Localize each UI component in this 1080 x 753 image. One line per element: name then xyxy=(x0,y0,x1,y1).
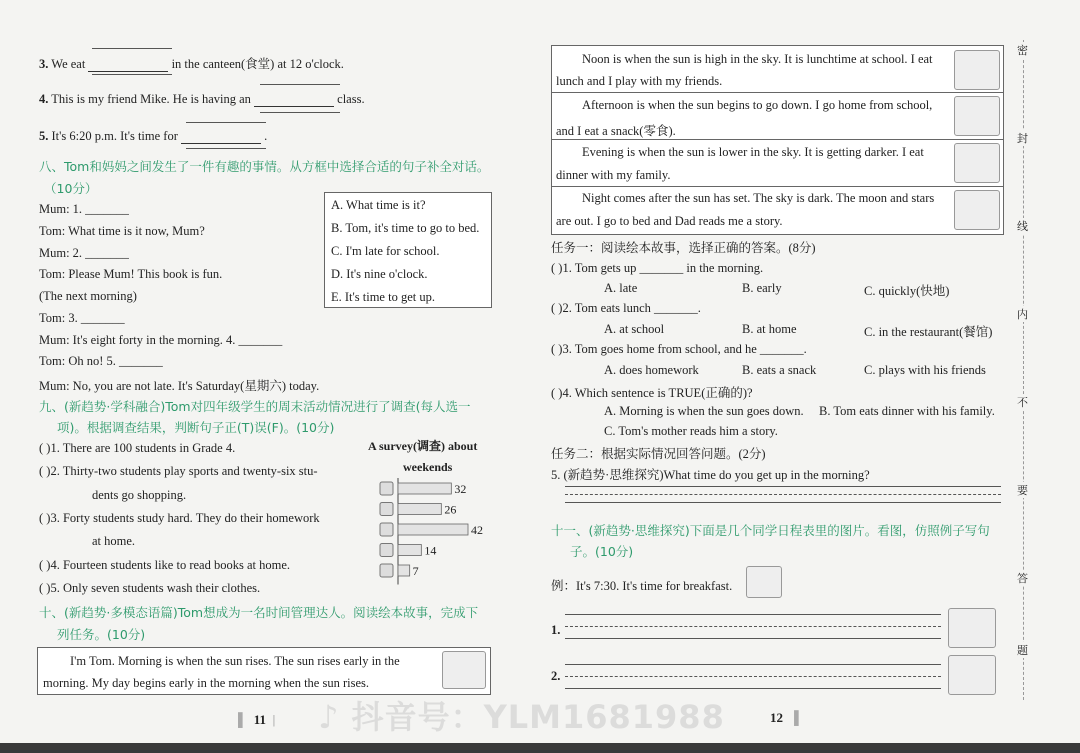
margin-char: 要 xyxy=(1017,482,1028,498)
answer-line[interactable] xyxy=(565,676,941,677)
dialogue-line: Tom: What time is it now, Mum? xyxy=(39,224,205,238)
section-9-title-2: 项)。根据调查结果，判断句子正(T)误(F)。(10分) xyxy=(57,420,335,435)
snack-illustration-icon xyxy=(954,96,1000,136)
tf-item-3-cont: at home. xyxy=(92,534,136,548)
answer-line xyxy=(92,48,172,49)
activity-person-icon xyxy=(380,482,393,495)
task-1-title: 任务一：阅读绘本故事，选择正确的答案。(8分) xyxy=(551,241,816,255)
question-3: 3. We eat in the canteen(食堂) at 12 o'clock. xyxy=(39,57,344,71)
item-number-2: 2. xyxy=(551,669,561,683)
chart-value-label: 42 xyxy=(471,523,483,537)
mc-option: C. in the restaurant(餐馆) xyxy=(864,325,993,339)
story-text: I'm Tom. Morning is when the sun rises. The sun rises early in the xyxy=(70,654,400,668)
answer-line[interactable] xyxy=(565,626,941,627)
mc-option: B. at home xyxy=(742,322,797,336)
margin-char: 密 xyxy=(1017,42,1028,58)
mc-option: B. eats a snack xyxy=(742,363,817,377)
answer-line[interactable] xyxy=(565,614,941,615)
mc-option: A. does homework xyxy=(604,363,699,377)
story-text: morning. My day begins early in the morning when the sun rises. xyxy=(43,676,369,690)
chart-value-label: 26 xyxy=(444,502,457,517)
dialogue-line: Mum: 2. _______ xyxy=(39,246,129,260)
mc-question-1: ( )1. Tom gets up _______ in the morning. xyxy=(551,261,764,275)
story-night-2: are out. I go to bed and Dad reads me a story. xyxy=(556,214,783,228)
dialogue-line: Tom: Oh no! 5. _______ xyxy=(39,354,163,368)
breakfast-clock-illustration-icon xyxy=(746,566,782,598)
dialogue-line: Tom: Please Mum! This book is fun. xyxy=(39,267,223,281)
answer-line[interactable] xyxy=(565,486,1001,487)
story-noon: Noon is when the sun is high in the sky. It is lunchtime at school. I eat xyxy=(582,52,933,66)
section-11-title: 十一、(新趋势·思维探究)下面是几个同学日程表里的图片。看图，仿照例子写句 xyxy=(551,523,990,538)
schedule-clock-illustration-icon xyxy=(948,655,996,695)
survey-bar-chart xyxy=(376,478,494,586)
chart-bar xyxy=(398,565,410,576)
chart-title: A survey(调查) about xyxy=(368,439,478,453)
dialogue-line: Mum: 1. _______ xyxy=(39,202,129,216)
margin-char: 题 xyxy=(1017,642,1028,658)
question-5: 5. It's 6:20 p.m. It's time for . xyxy=(39,129,268,143)
lunch-illustration-icon xyxy=(954,50,1000,90)
mc-option: C. plays with his friends xyxy=(864,363,986,377)
mc-option: A. late xyxy=(604,281,638,295)
example-sentence: 例：It's 7:30. It's time for breakfast. xyxy=(551,579,733,593)
answer-line[interactable] xyxy=(565,502,1001,503)
tf-item-2-cont: dents go shopping. xyxy=(92,488,187,502)
chart-value-label: 7 xyxy=(412,564,419,578)
blank[interactable] xyxy=(181,143,261,144)
activity-person-icon xyxy=(380,503,393,516)
section-11-title-2: 子。(10分) xyxy=(570,544,634,559)
task-2-title: 任务二：根据实际情况回答问题。(2分) xyxy=(551,447,766,461)
answer-line[interactable] xyxy=(565,664,941,665)
dialogue-line: Tom: 3. _______ xyxy=(39,311,125,325)
story-evening: Evening is when the sun is lower in the sky. It is getting darker. I eat xyxy=(582,145,924,159)
page-number-right: 12 ▐ xyxy=(770,710,799,725)
answer-line xyxy=(186,148,266,149)
question-5-open: 5. (新趋势·思维探究)What time do you get up in the morning? xyxy=(551,468,870,482)
mc-option: C. Tom's mother reads him a story. xyxy=(604,424,778,438)
activity-person-icon xyxy=(380,564,393,577)
story-evening-2: dinner with my family. xyxy=(556,168,671,182)
douyin-logo-icon: ♪ xyxy=(318,698,340,736)
section-10-title: 十、(新趋势·多模态语篇)Tom想成为一名时间管理达人。阅读绘本故事，完成下 xyxy=(39,605,479,620)
bottom-edge xyxy=(0,743,1080,753)
answer-line xyxy=(260,84,340,85)
tf-item-4: ( )4. Fourteen students like to read books at home. xyxy=(39,558,290,572)
margin-char: 答 xyxy=(1017,570,1028,586)
dialogue-line: Mum: No, you are not late. It's Saturday(星期六) today. xyxy=(39,379,320,393)
option-c: C. I'm late for school. xyxy=(331,244,440,258)
story-afternoon: Afternoon is when the sun begins to go down. I go home from school, xyxy=(582,98,933,112)
mc-question-4: ( )4. Which sentence is TRUE(正确的)? xyxy=(551,386,753,400)
bedtime-story-illustration-icon xyxy=(954,190,1000,230)
option-b: B. Tom, it's time to go to bed. xyxy=(331,221,480,235)
margin-char: 封 xyxy=(1017,130,1028,146)
margin-char: 不 xyxy=(1017,394,1028,410)
tf-item-1: ( )1. There are 100 students in Grade 4. xyxy=(39,441,236,455)
margin-char: 线 xyxy=(1017,218,1028,234)
section-10-title-2: 列任务。(10分) xyxy=(57,627,146,642)
chart-bar xyxy=(398,545,421,556)
mc-option: A. Morning is when the sun goes down. xyxy=(604,404,804,418)
chart-subtitle: weekends xyxy=(403,460,453,474)
tf-item-2: ( )2. Thirty-two students play sports and twenty-six stu- xyxy=(39,464,318,478)
activity-person-icon xyxy=(380,544,393,557)
mc-question-3: ( )3. Tom goes home from school, and he _______. xyxy=(551,342,807,356)
mc-option: B. early xyxy=(742,281,782,295)
mc-option: C. quickly(快地) xyxy=(864,284,950,298)
answer-line[interactable] xyxy=(565,638,941,639)
story-afternoon-2: and I eat a snack(零食). xyxy=(556,124,676,138)
answer-line xyxy=(186,122,266,123)
story-noon-2: lunch and I play with my friends. xyxy=(556,74,723,88)
chart-bar xyxy=(398,483,451,494)
question-4: 4. This is my friend Mike. He is having an class. xyxy=(39,92,365,106)
option-box xyxy=(324,192,492,308)
margin-char: 内 xyxy=(1017,306,1028,322)
answer-line xyxy=(260,112,340,113)
activity-person-icon xyxy=(380,523,393,536)
chart-value-label: 32 xyxy=(454,482,467,496)
watermark: ♪ 抖音号：YLM1681988 xyxy=(318,698,725,736)
section-8-score: （10分） xyxy=(44,181,98,196)
dialogue-line: Mum: It's eight forty in the morning. 4. _______ xyxy=(39,333,283,347)
dialogue-line: (The next morning) xyxy=(39,289,137,303)
chart-value-label: 14 xyxy=(424,543,437,558)
mc-option: B. Tom eats dinner with his family. xyxy=(819,404,995,418)
item-number-1: 1. xyxy=(551,623,561,637)
chart-bar xyxy=(398,504,441,515)
tf-item-3: ( )3. Forty students study hard. They do their homework xyxy=(39,511,320,525)
page-number-left: ▌ 11 | xyxy=(238,712,276,727)
family-dinner-illustration-icon xyxy=(954,143,1000,183)
mc-option: A. at school xyxy=(604,322,665,336)
chart-bar xyxy=(398,524,468,535)
blank[interactable] xyxy=(254,106,334,107)
schedule-clock-illustration-icon xyxy=(948,608,996,648)
tf-item-5: ( )5. Only seven students wash their clothes. xyxy=(39,581,261,595)
story-table xyxy=(551,45,1004,235)
answer-line xyxy=(92,74,172,75)
story-night: Night comes after the sun has set. The sky is dark. The moon and stars xyxy=(582,191,935,205)
section-9-title: 九、(新趋势·学科融合)Tom对四年级学生的周末活动情况进行了调查(每人选一 xyxy=(39,399,471,414)
mc-question-2: ( )2. Tom eats lunch _______. xyxy=(551,301,701,315)
answer-line[interactable] xyxy=(565,494,1001,495)
section-8-title: 八、Tom和妈妈之间发生了一件有趣的事情。从方框中选择合适的句子补全对话。 xyxy=(39,159,490,174)
option-a: A. What time is it? xyxy=(331,198,426,212)
option-d: D. It's nine o'clock. xyxy=(331,267,428,281)
story-box-morning xyxy=(37,647,491,695)
option-e: E. It's time to get up. xyxy=(331,290,435,304)
answer-line[interactable] xyxy=(565,688,941,689)
boy-waking-illustration-icon xyxy=(442,651,486,689)
blank[interactable] xyxy=(88,71,168,72)
